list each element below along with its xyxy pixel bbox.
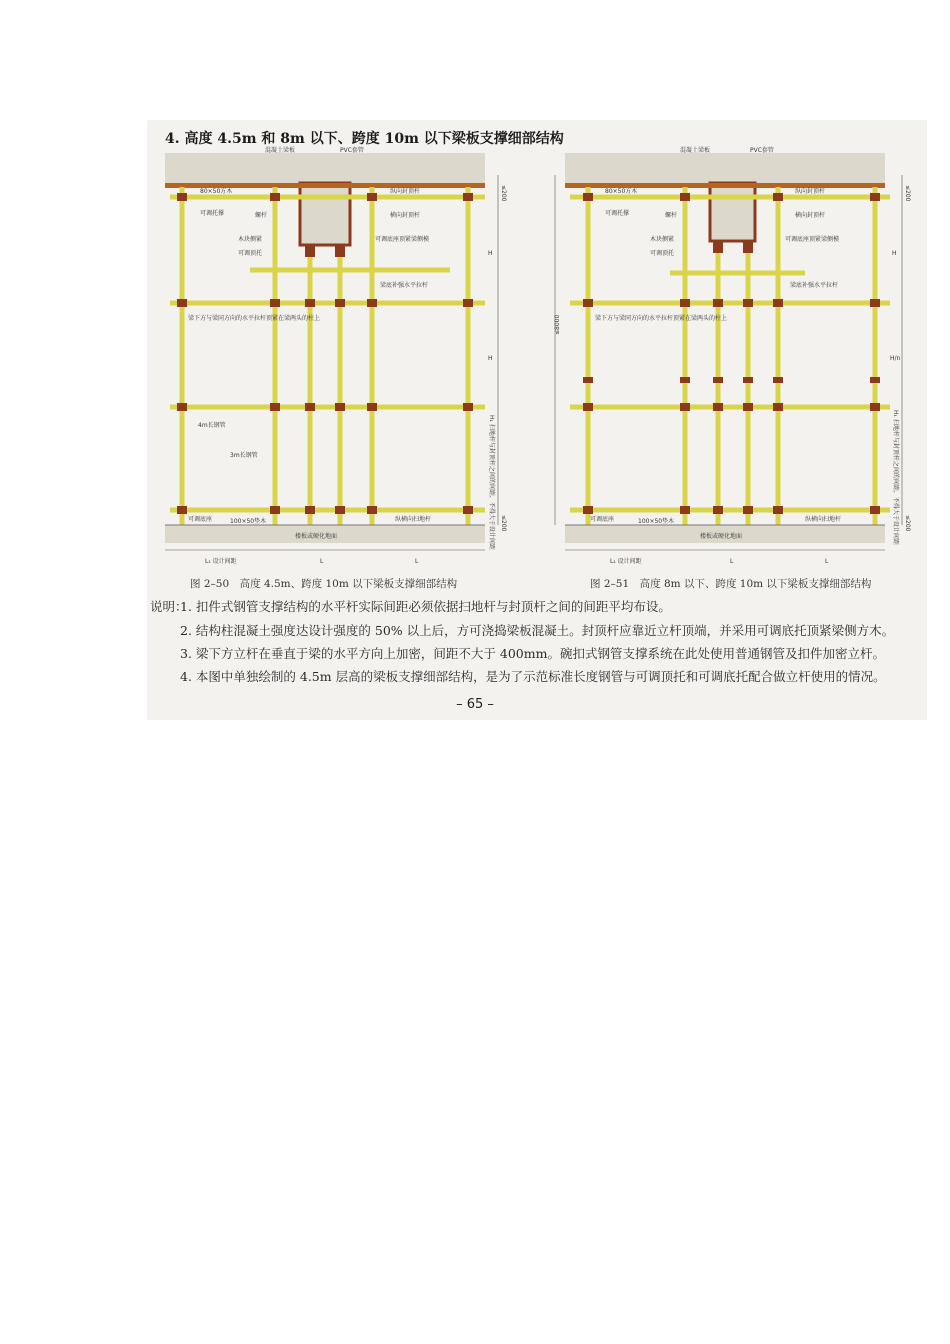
label-h-1: H: [488, 250, 493, 257]
label-adj-bottom-side: 可调底座顶紧梁侧模: [375, 236, 430, 243]
label-h-2: H: [488, 355, 493, 362]
concrete-beam: [300, 183, 350, 245]
label-sweep: 纵横向扫地杆: [395, 516, 432, 523]
label-l-2: L: [415, 558, 419, 565]
label-lateral-top: 横向封顶杆: [795, 212, 826, 219]
label-top-brace: 纵向封顶杆: [390, 188, 421, 195]
concrete-slab: [165, 153, 485, 183]
label-l-2: L: [825, 558, 829, 565]
label-bolt: 螺杆: [255, 212, 268, 219]
label-bolt: 螺杆: [665, 212, 678, 219]
label-timber-100x50: 100×50垫木: [638, 518, 675, 525]
label-adj-brace: 可调托撑: [200, 210, 225, 217]
page-number: – 65 –: [456, 697, 494, 712]
label-sweep: 纵横向扫地杆: [805, 516, 842, 523]
label-lateral-top: 横向封顶杆: [390, 212, 421, 219]
label-wood-clamp: 木块侧紧: [238, 236, 263, 243]
concrete-beam: [710, 183, 755, 241]
label-floor: 楼板或硬化地面: [700, 533, 743, 540]
label-timber: 80×50方木: [605, 188, 638, 195]
label-pipe4m: 4m长钢管: [198, 422, 226, 429]
label-beam-bottom-bar: 梁底补强水平拉杆: [380, 282, 429, 289]
caption-right: 图 2–51 高度 8m 以下、跨度 10m 以下梁板支撑细部结构: [590, 578, 872, 590]
label-le200-top: ≤200: [500, 185, 507, 202]
label-le200-bottom: ≤200: [904, 515, 911, 532]
note-item: 3. 梁下方立杆在垂直于梁的水平方向上加密，间距不大于 400mm。碗扣式钢管支撑系统在此处使用普通钢管及扣件加密立杆。: [180, 646, 885, 661]
note-item: 2. 结构柱混凝土强度达设计强度的 50% 以上后，方可浇捣梁板混凝土。封顶杆应靠近立杆顶端，并采用可调底托顶紧梁侧方木。: [180, 623, 895, 638]
label-h1-note: H₁ 扫地杆与封顶杆之间的间距，不得大于设计间距: [892, 410, 899, 545]
note-item: 4. 本图中单独绘制的 4.5m 层高的梁板支撑细部结构，是为了示范标准长度钢管与可调顶托和可调底托配合做立杆使用的情况。: [180, 669, 886, 684]
scaffold-diagram-left: [150, 145, 520, 575]
label-pipe3m: 3m长钢管: [230, 452, 258, 459]
label-adj-base: 可调底座: [590, 516, 615, 523]
label-le200-bottom: ≤200: [500, 515, 507, 532]
label-pvc: PVC套管: [340, 147, 364, 154]
scaffold-diagram-right: [550, 145, 920, 575]
label-l1: L₁ 设计间距: [205, 558, 237, 565]
label-timber: 80×50方木: [200, 188, 233, 195]
label-le8000: ≤8000: [554, 314, 561, 335]
concrete-slab: [565, 153, 885, 183]
label-h: H: [892, 250, 897, 257]
section-title: 4. 高度 4.5m 和 8m 以下、跨度 10m 以下梁板支撑细部结构: [165, 131, 564, 147]
label-beam-concrete: 混凝土梁板: [680, 147, 711, 154]
label-adj-top: 可调顶托: [238, 250, 263, 257]
label-timber-100x50: 100×50垫木: [230, 518, 267, 525]
label-h-n: H/n: [890, 355, 901, 362]
label-adj-bottom-side: 可调底座顶紧梁侧模: [785, 236, 840, 243]
horizontal-pipes: [570, 197, 890, 510]
label-pvc: PVC套管: [750, 147, 774, 154]
notes-prefix: 说明：: [150, 599, 188, 614]
label-l-1: L: [320, 558, 324, 565]
label-beam-concrete: 混凝土梁板: [265, 147, 296, 154]
label-wood-clamp: 木块侧紧: [650, 236, 675, 243]
caption-left: 图 2–50 高度 4.5m、跨度 10m 以下梁板支撑细部结构: [190, 578, 458, 590]
label-adj-base: 可调底座: [188, 516, 213, 523]
figure-right: [550, 145, 920, 575]
label-l-1: L: [730, 558, 734, 565]
label-l1: L₁ 设计间距: [610, 558, 642, 565]
label-h1-note: H₁ 扫地杆与封顶杆之间的间距，不得大于设计间距: [488, 415, 495, 550]
label-note-left: 梁下方与梁同方向的水平拉杆顶紧在梁两头的柱上: [595, 315, 728, 322]
label-note-left: 梁下方与梁同方向的水平拉杆顶紧在梁两头的柱上: [188, 315, 321, 322]
label-adj-top: 可调顶托: [650, 250, 675, 257]
label-beam-bottom-bar: 梁底补强水平拉杆: [790, 282, 839, 289]
label-adj-brace: 可调托撑: [605, 210, 630, 217]
label-top-brace: 纵向封顶杆: [795, 188, 826, 195]
figure-left: [150, 145, 520, 575]
note-item: 1. 扣件式钢管支撑结构的水平杆实际间距必须依据扫地杆与封顶杆之间的间距平均布设。: [180, 599, 671, 614]
label-le200-top: ≤200: [904, 185, 911, 202]
label-floor: 楼板或硬化地面: [295, 533, 338, 540]
